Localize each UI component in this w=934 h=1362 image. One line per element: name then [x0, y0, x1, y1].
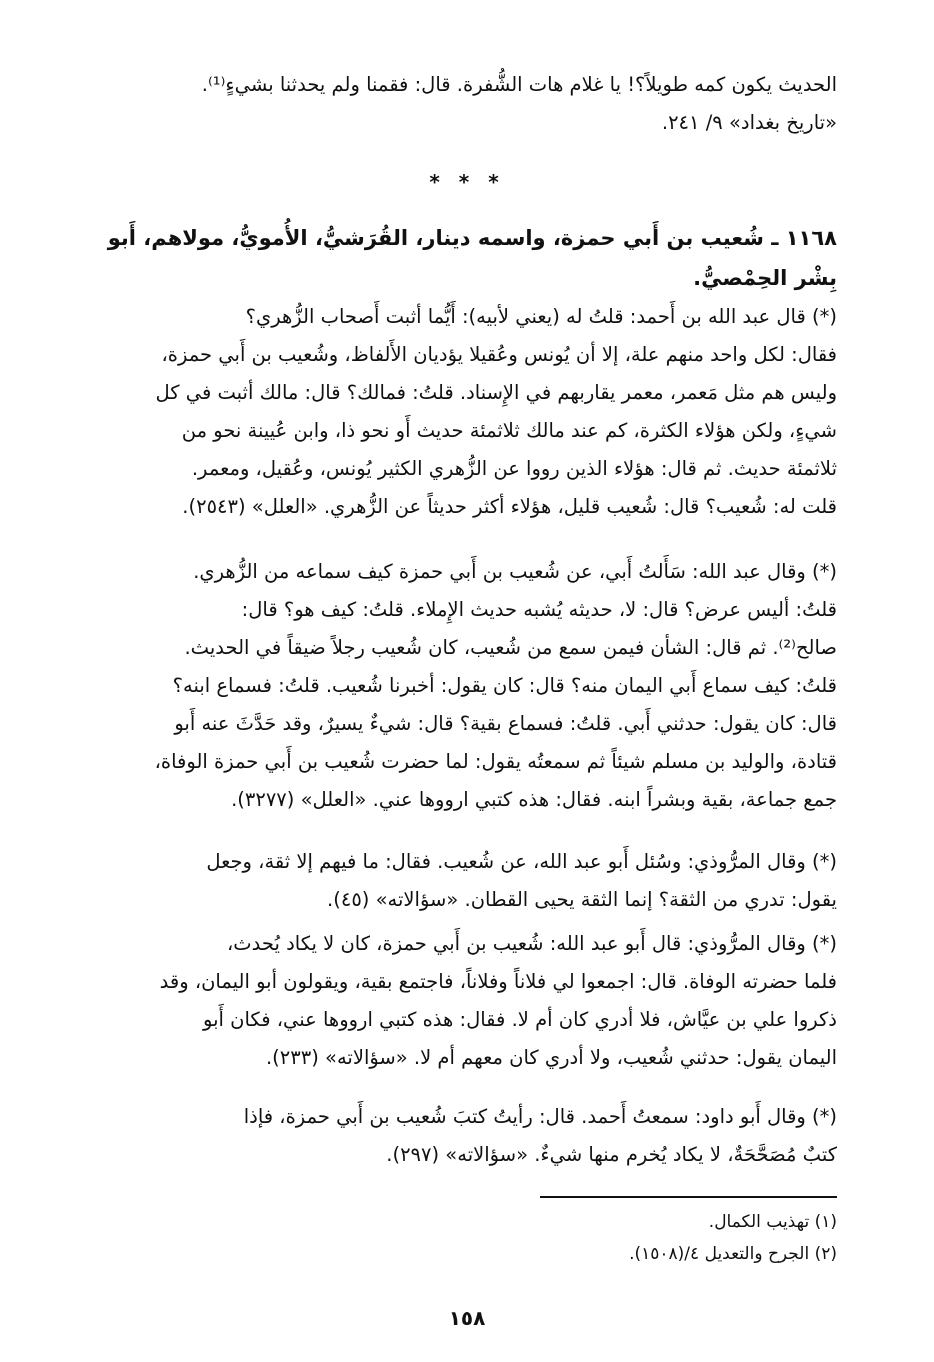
- text-line: (*) وقال أَبو داود: سمعتُ أَحمد. قال: رأيتُ كتبَ شُعيب بن أَبي حمزة، فإذا: [243, 1105, 837, 1128]
- footnotes: [60, 1206, 837, 1270]
- text-line: قتادة، والوليد بن مسلم شيئاً ثم سمعتُه يقول: لما حضرت شُعيب بن أَبي حمزة الوفاة،: [154, 750, 837, 773]
- text-line: قلتُ: أليس عرض؟ قال: لا، حديثه يُشبه حديث الإِملاء. قلتُ: كيف هو؟ قال:: [241, 598, 837, 621]
- text-line: ثلاثمئة حديث. ثم قال: هؤلاء الذين رووا عن الزُّهري الكثير يُونس، وعُقيل، ومعمر.: [191, 457, 837, 480]
- text-line: الحديث يكون كمه طويلاً؟! يا غلام هات الشُّفرة. قال: فقمنا ولم يحدثنا بشيءٍ⁽¹⁾.: [201, 73, 837, 96]
- text-line: يقول: تدري من الثقة؟ إنما الثقة يحيى القطان. «سؤالاته» (٤٥).: [327, 888, 837, 911]
- text-line: صالح⁽²⁾. ثم قال: الشأن فيمن سمع من شُعيب، كان شُعيب رجلاً ضيقاً في الحديث.: [184, 636, 837, 659]
- footnote: (٢) الجرح والتعديل ٤/(١٥٠٨).: [629, 1244, 837, 1264]
- footnote-divider: [540, 1196, 837, 1198]
- text-line: قلتُ: كيف سماع أَبي اليمان منه؟ قال: كان يقول: أخبرنا شُعيب. قلتُ: فسماع ابنه؟: [172, 674, 837, 697]
- paragraph: [60, 553, 837, 819]
- text-line: (*) وقال عبد الله: سَأَلتُ أَبي، عن شُعيب بن أَبي حمزة كيف سماعه من الزُّهري.: [193, 560, 837, 583]
- page-number: ١٥٨: [448, 1306, 486, 1330]
- text-line: فقال: لكل واحد منهم علة، إلا أن يُونس وعُقيلا يؤديان الأَلفاظ، وشُعيب بن أَبي حمزة،: [161, 343, 837, 366]
- paragraph: [60, 925, 837, 1077]
- text-line: اليمان يقول: حدثني شُعيب، ولا أدري كان معهم أم لا. «سؤالاته» (٢٣٣).: [265, 1046, 837, 1069]
- paragraph: [60, 1098, 837, 1174]
- text-line: ذكروا علي بن عيَّاش، فلا أدري كان أم لا. فقال: هذه كتبي ارووها عني، فكان أَبو: [203, 1008, 837, 1031]
- text-line: جمع جماعة، بقية وبشراً ابنه. فقال: هذه كتبي ارووها عني. «العلل» (٣٢٧٧).: [231, 788, 837, 811]
- paragraph: [60, 843, 837, 919]
- text-line: وليس هم مثل مَعمر، معمر يقاربهم في الإِسناد. قلتُ: فمالك؟ قال: مالك أثبت في كل: [155, 381, 837, 404]
- entry-heading: ١١٦٨ ـ شُعيب بن أَبي حمزة، واسمه دينار، القُرَشيُّ، الأُمويُّ، مولاهم، أَبو بِشْر الحِمْصيُّ.: [107, 226, 837, 290]
- source-citation: «تاريخ بغداد» ٩/ ٢٤١.: [661, 111, 837, 134]
- text-line: (*) وقال المرُّوذي: وسُئل أَبو عبد الله، عن شُعيب. فقال: ما فيهم إلا ثقة، وجعل: [206, 850, 837, 873]
- text-line: فلما حضرته الوفاة. قال: اجمعوا لي فلاناً وفلاناً، فاجتمع بقية، ويقولون أبو اليمان، وقد: [159, 970, 837, 993]
- text-line: شيءٍ، ولكن هؤلاء الكثرة، كم عند مالك ثلاثمئة حديث أَو نحو ذا، وابن عُيينة نحو من: [181, 419, 837, 442]
- paragraph: [60, 298, 837, 526]
- text-line: (*) قال عبد الله بن أَحمد: قلتُ له (يعني لأبيه): أَيُّما أثبت أَصحاب الزُّهري؟: [245, 305, 837, 328]
- continued-text-block: [60, 66, 837, 142]
- section-separator: * * *: [429, 170, 505, 194]
- footnote: (١) تهذيب الكمال.: [708, 1212, 837, 1232]
- text-line: قلت له: شُعيب؟ قال: شُعيب قليل، هؤلاء أكثر حديثاً عن الزُّهري. «العلل» (٢٥٤٣).: [182, 495, 837, 518]
- text-line: كتبٌ مُصَحَّحَةٌ، لا يكاد يُخرم منها شيءٌ. «سؤالاته» (٢٩٧).: [386, 1143, 837, 1166]
- text-line: (*) وقال المرُّوذي: قال أَبو عبد الله: شُعيب بن أَبي حمزة، كان لا يكاد يُحدث،: [227, 932, 837, 955]
- text-line: قال: كان يقول: حدثني أَبي. قلتُ: فسماع بقية؟ قال: شيءٌ يسيرٌ، وقد حَدَّثَ عنه أَبو: [174, 712, 837, 735]
